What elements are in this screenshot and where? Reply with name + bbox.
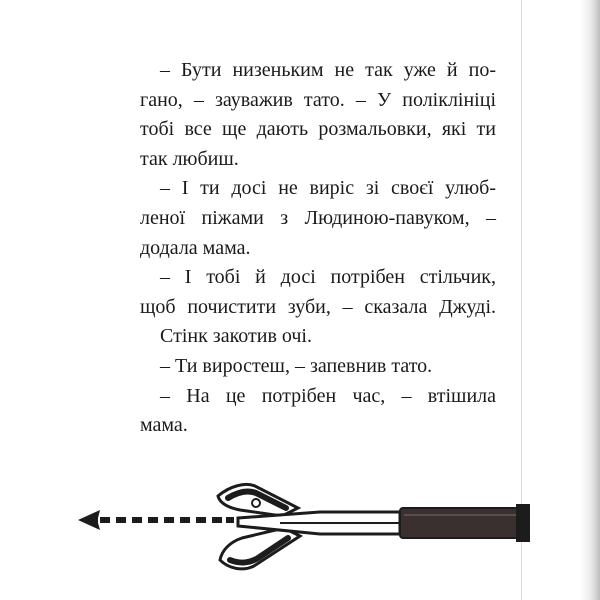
pencil-arrow-drawing-icon xyxy=(70,468,530,578)
text-line: Стінк закотив очі. xyxy=(160,325,312,348)
text-line: тобі все ще дають розмальовки, які ти xyxy=(140,118,496,141)
text-line: леної піжами з Людиною-павуком, – xyxy=(140,206,496,229)
text-line: гано, – зауважив тато. – У поліклініці xyxy=(140,88,496,111)
text-line: – Бути низеньким не так уже й по- xyxy=(160,59,496,81)
text-line: – На це потрібен час, – втішила xyxy=(160,384,496,407)
arrow-dashes xyxy=(100,517,234,523)
text-line: мама. xyxy=(140,414,188,437)
text-line: – І тобі й досі потрібен стільчик, xyxy=(160,266,496,289)
text-line: так любиш. xyxy=(140,147,239,170)
text-line: – І ти досі не виріс зі своєї улюб- xyxy=(160,177,496,200)
page-spine-shadow xyxy=(520,0,600,600)
text-line: – Ти виростеш, – запевнив тато. xyxy=(160,354,433,377)
story-text xyxy=(140,56,496,441)
arrow-head-icon xyxy=(78,510,100,530)
text-line: додала мама. xyxy=(140,236,251,259)
text-line: щоб почистити зуби, – сказала Джуді. xyxy=(140,295,496,318)
pencil-dark-band xyxy=(400,508,518,538)
